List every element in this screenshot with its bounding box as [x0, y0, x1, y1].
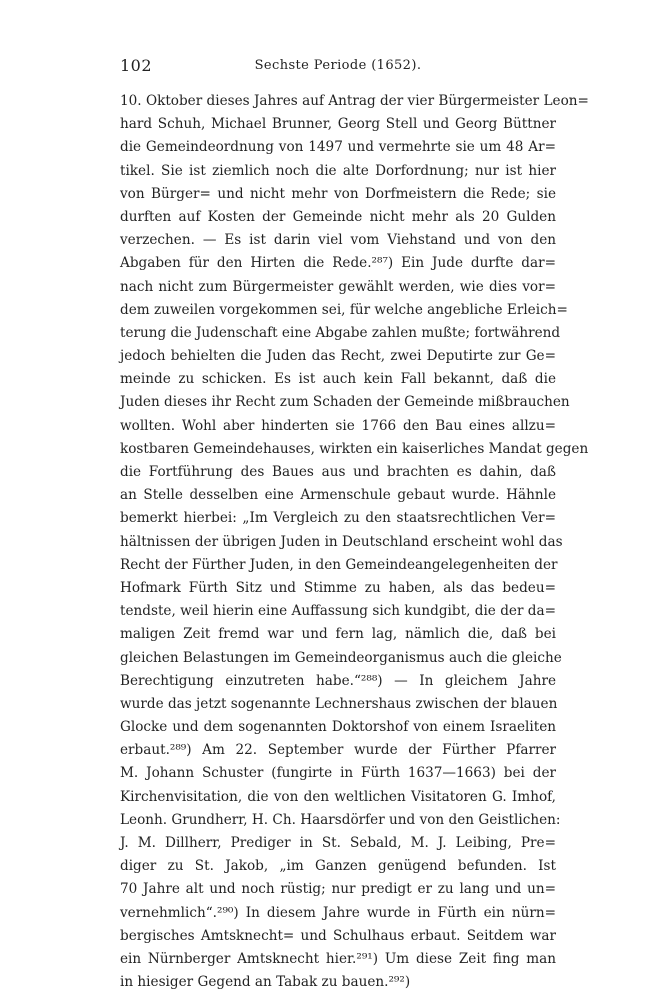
page-number: 102: [120, 56, 153, 75]
page-header: [120, 56, 556, 80]
text-line: diger zu St. Jakob, „im Ganzen genügend befunden. Ist: [120, 858, 556, 875]
running-head: Sechste Periode (1652).: [254, 58, 422, 73]
text-line: erbaut.²⁸⁹) Am 22. September wurde der Fürther Pfarrer: [120, 742, 556, 759]
text-line: tikel. Sie ist ziemlich noch die alte Dorfordnung; nur ist hier: [120, 162, 556, 179]
text-line: tendste, weil hierin eine Auffassung sich kundgibt, die der da=: [120, 603, 556, 620]
text-line: vernehmlich“.²⁹⁰) In diesem Jahre wurde in Fürth ein nürn=: [120, 904, 556, 921]
text-line: Hofmark Fürth Sitz und Stimme zu haben, als das bedeu=: [120, 579, 556, 596]
text-line: J. M. Dillherr, Prediger in St. Sebald, M. J. Leibing, Pre=: [120, 835, 556, 851]
text-line: wurde das jetzt sogenannte Lechnershaus zwischen der blauen: [120, 695, 558, 712]
text-line: bergisches Amtsknecht= und Schulhaus erbaut. Seitdem war: [120, 927, 556, 944]
text-line: gleichen Belastungen im Gemeindeorganismus auch die gleiche: [120, 649, 562, 666]
text-line: kostbaren Gemeindehauses, wirkten ein kaiserliches Mandat gegen: [120, 440, 589, 457]
text-line: von Bürger= und nicht mehr von Dorfmeistern die Rede; sie: [120, 185, 556, 202]
text-line: ein Nürnberger Amtsknecht hier.²⁹¹) Um diese Zeit fing man: [120, 950, 556, 967]
text-line: jedoch behielten die Juden das Recht, zwei Deputirte zur Ge=: [120, 348, 556, 365]
text-line: Leonh. Grundherr, H. Ch. Haarsdörfer und von den Geistlichen:: [120, 811, 561, 828]
text-line: durften auf Kosten der Gemeinde nicht mehr als 20 Gulden: [120, 208, 556, 225]
text-line: Glocke und dem sogenannten Doktorshof von einem Israeliten: [120, 719, 556, 736]
text-line: Berechtigung einzutreten habe.“²⁸⁸) — In gleichem Jahre: [120, 672, 556, 689]
text-line: Abgaben für den Hirten die Rede.²⁸⁷) Ein Jude durfte dar=: [120, 255, 556, 272]
text-line: terung die Judenschaft eine Abgabe zahlen mußte; fortwährend: [120, 324, 561, 341]
text-line: nach nicht zum Bürgermeister gewählt werden, wie dies vor=: [120, 278, 556, 295]
text-line: Kirchenvisitation, die von den weltlichen Visitatoren G. Imhof,: [120, 788, 556, 805]
body-text: [120, 90, 589, 994]
text-line: in hiesiger Gegend an Tabak zu bauen.²⁹²): [120, 974, 411, 991]
text-line: die Gemeindeordnung von 1497 und vermehrte sie um 48 Ar=: [120, 139, 556, 156]
text-line: hältnissen der übrigen Juden in Deutschland erscheint wohl das: [120, 533, 563, 550]
text-line: verzechen. — Es ist darin viel vom Viehstand und von den: [120, 232, 556, 249]
text-line: Juden dieses ihr Recht zum Schaden der Gemeinde mißbrauchen: [120, 394, 570, 411]
text-line: M. Johann Schuster (fungirte in Fürth 1637—1663) bei der: [120, 765, 556, 782]
text-line: bemerkt hierbei: „Im Vergleich zu den staatsrechtlichen Ver=: [120, 510, 556, 527]
text-line: dem zuweilen vorgekommen sei, für welche angebliche Erleich=: [120, 301, 568, 318]
text-line: an Stelle desselben eine Armenschule gebaut wurde. Hähnle: [120, 487, 556, 504]
text-line: 70 Jahre alt und noch rüstig; nur predigt er zu lang und un=: [120, 881, 556, 898]
text-line: maligen Zeit fremd war und fern lag, nämlich die, daß bei: [120, 626, 556, 643]
text-line: meinde zu schicken. Es ist auch kein Fall bekannt, daß die: [120, 371, 556, 388]
text-line: 10. Oktober dieses Jahres auf Antrag der vier Bürgermeister Leon=: [120, 93, 589, 109]
text-line: Recht der Fürther Juden, in den Gemeindeangelegenheiten der: [120, 556, 558, 573]
text-line: hard Schuh, Michael Brunner, Georg Stell und Georg Büttner: [120, 116, 556, 133]
text-line: die Fortführung des Baues aus und brachten es dahin, daß: [120, 464, 556, 480]
text-line: wollten. Wohl aber hinderten sie 1766 den Bau eines allzu=: [120, 417, 556, 434]
